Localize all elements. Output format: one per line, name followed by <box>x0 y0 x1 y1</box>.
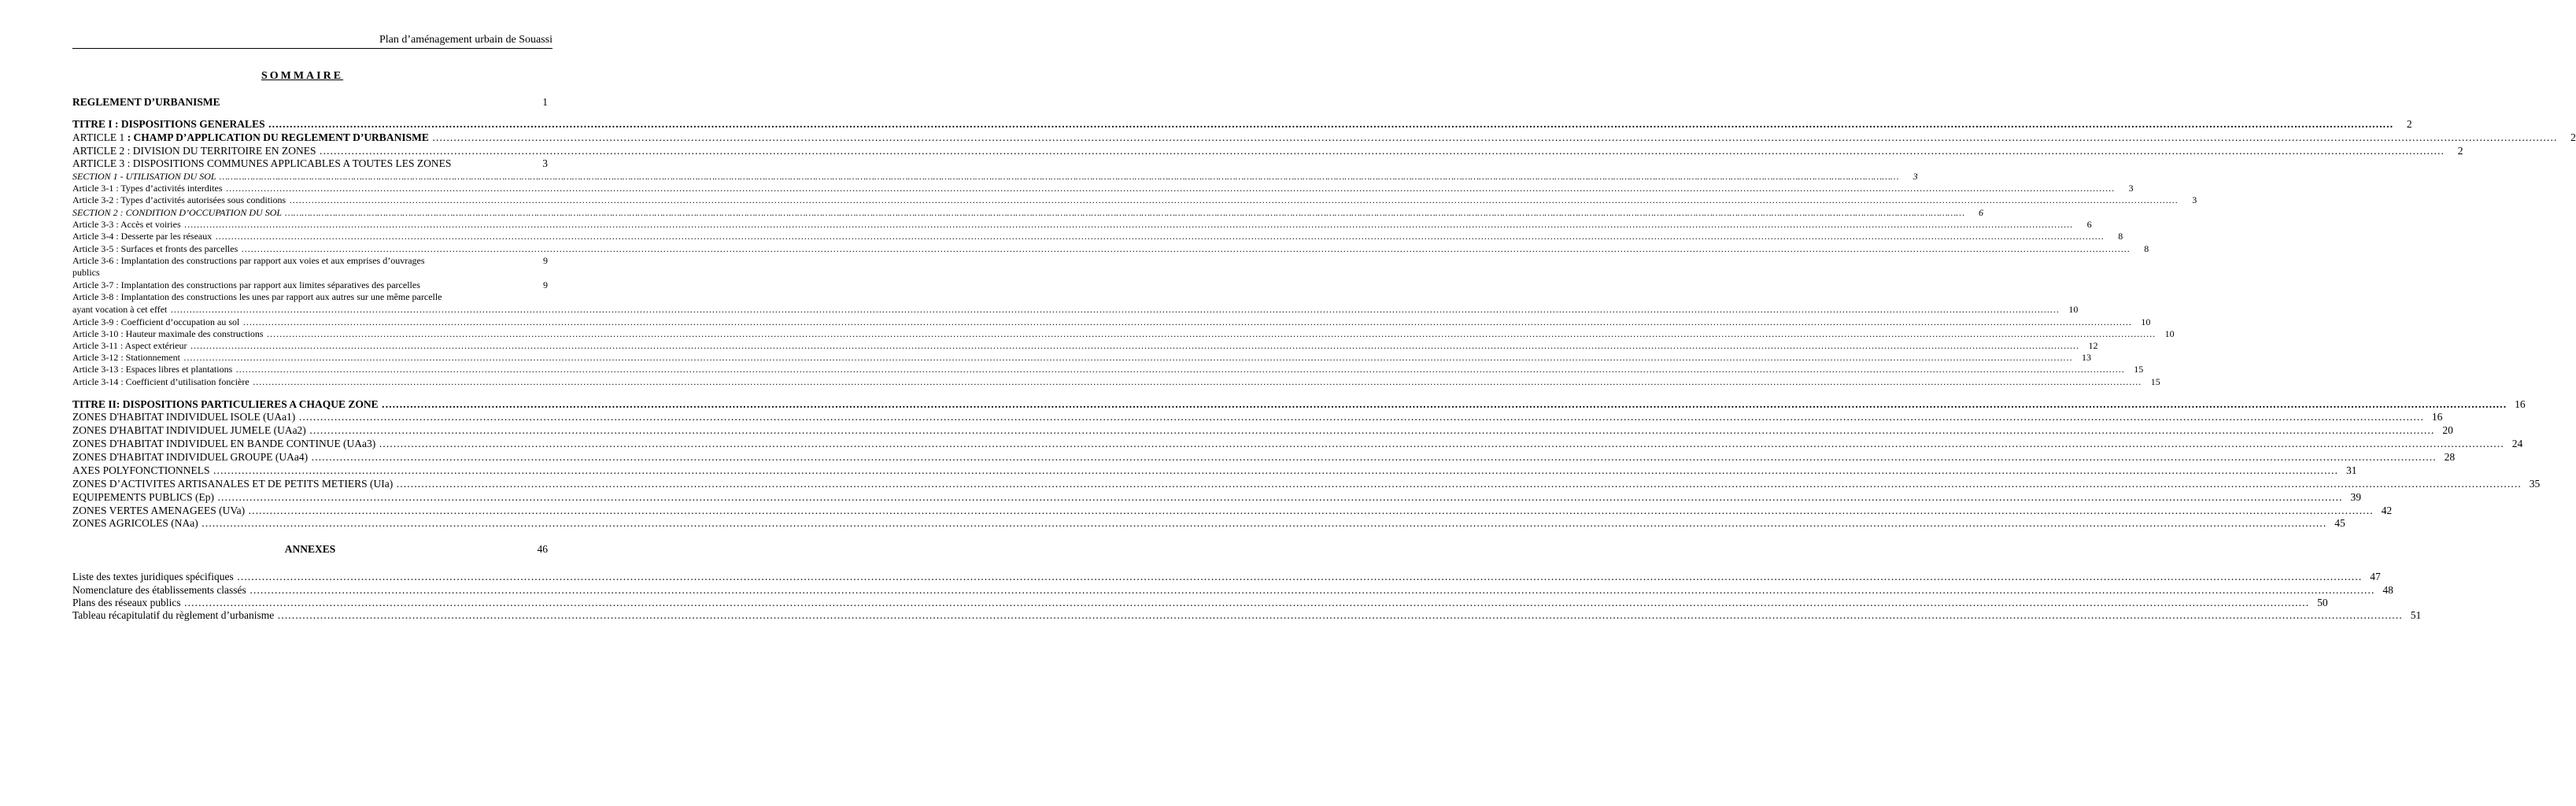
toc-entry <box>72 609 2422 622</box>
page-header: Plan d’aménagement urbain de Souassi <box>72 33 553 49</box>
toc-entry-page-number: 31 <box>2346 464 2357 476</box>
toc-entry <box>72 96 548 109</box>
toc-entry-page-number: 13 <box>2081 352 2091 363</box>
toc-entry-label <box>72 131 429 144</box>
toc-entry-label: ARTICLE 3 : DISPOSITIONS COMMUNES APPLICABLES A TOUTES LES ZONES <box>72 157 452 169</box>
toc-leader-dots: …………………………………………………………………………………………………………………………………………………………………………………………………………………………………………………………………………………………………………………………………………………………………………………………………………………………………………………………………………………………………………………………………………………… <box>298 411 2424 423</box>
toc-entry-label: ZONES D'HABITAT INDIVIDUEL JUMELE (UAa2) <box>72 424 306 436</box>
toc-entry-label: Article 3-7 : Implantation des constructions par rapport aux limites séparatives des parcelles <box>72 279 420 290</box>
toc-entry-label: ARTICLE 2 : DIVISION DU TERRITOIRE EN ZONES <box>72 145 316 157</box>
toc-leader-dots: …………………………………………………………………………………………………………………………………………………………………………………………………………………………………………………………………………………………………………………………………………………………………………………………………………………………………………………………………………………………………………………………………………………… <box>268 118 2393 130</box>
toc-entry-label: ZONES D'HABITAT INDIVIDUEL ISOLE (UAa1) <box>72 411 296 423</box>
toc-leader-dots: …………………………………………………………………………………………………………………………………………………………………………………………………………………………………………………………………………………………………………………………………………………………………………………………………………………………………………………………………………………………………………………………………………………… <box>236 571 2362 582</box>
toc-entry-page-number: 35 <box>2529 478 2541 490</box>
toc-entry-label: ZONES D'HABITAT INDIVIDUEL EN BANDE CONTINUE (UAa3) <box>72 438 376 449</box>
toc-entry-page-number: 42 <box>2381 505 2393 516</box>
toc-entry <box>72 464 2357 477</box>
toc-entry-label: Article 3-11 : Aspect extérieur <box>72 340 187 351</box>
toc-leader-dots: …………………………………………………………………………………………………………………………………………………………………………………………………………………………………………………………………………………………………………………………………………………………………………………………………………………………………………………………………………………………………………………………………………………… <box>249 584 2375 596</box>
toc-leader-dots: …………………………………………………………………………………………………………………………………………………………………………………………………………………………………………………………………………………………………………………………………………………………………………………………………………………………………………………………………………………………………………………………………………………… <box>285 207 1965 218</box>
toc-entry-label: ANNEXES <box>284 543 336 555</box>
toc-leader-dots: …………………………………………………………………………………………………………………………………………………………………………………………………………………………………………………………………………………………………………………………………………………………………………………………………………………………………………………………………………………………………………………………………………………… <box>311 451 2437 463</box>
toc-entry-page-number: 2 <box>2457 145 2463 157</box>
toc-leader-dots: …………………………………………………………………………………………………………………………………………………………………………………………………………………………………………………………………………………………………………………………………………………………………………………………………………………………………………………………………………………………………………………………………………………… <box>431 131 2557 143</box>
toc-leader-dots: …………………………………………………………………………………………………………………………………………………………………………………………………………………………………………………………………………………………………………………………………………………………………………………………………………………………………………………………………………………………………………………………………………………… <box>248 505 2374 516</box>
toc-entry-page-number: 20 <box>2442 424 2453 436</box>
toc-entry-label: TITRE II: DISPOSITIONS PARTICULIERES A CHAQUE ZONE <box>72 398 379 410</box>
toc-entry <box>72 304 2079 316</box>
toc-leader-dots: …………………………………………………………………………………………………………………………………………………………………………………………………………………………………………………………………………………………………………………………………………………………………………………………………………………………………………………………………………………………………………………………………………………… <box>219 171 1899 182</box>
toc-entry-label: Article 3-8 : Implantation des constructions les unes par rapport aux autres sur une même parcelle <box>72 291 442 302</box>
toc-entry <box>72 543 548 556</box>
toc-entry-page-number: 50 <box>2317 597 2328 608</box>
toc-entry <box>72 411 2443 423</box>
toc-entry-label: ayant vocation à cet effet <box>72 304 168 315</box>
toc-entry-label-prefix: ARTICLE 1 <box>72 131 128 143</box>
toc-entry-page-number: 6 <box>2086 219 2092 230</box>
toc-entry <box>72 438 2523 450</box>
toc-entry-label: SECTION 1 - UTILISATION DU SOL <box>72 171 216 182</box>
toc-entry-label: Tableau récapitulatif du règlement d’urbanisme <box>72 609 275 621</box>
toc-entry-page-number: 51 <box>2410 609 2422 621</box>
toc-entry <box>72 491 2362 504</box>
toc-entry <box>72 340 2098 352</box>
toc-entry-label: ZONES AGRICOLES (NAa) <box>72 517 198 529</box>
toc-entry-label: ZONES VERTES AMENAGEES (UVa) <box>72 505 246 516</box>
toc-entry-label: Article 3-1 : Types d’activités interdites <box>72 183 223 194</box>
toc-entry-label: EQUIPEMENTS PUBLICS (Ep) <box>72 491 215 503</box>
page-title <box>0 70 604 83</box>
toc-leader-dots: …………………………………………………………………………………………………………………………………………………………………………………………………………………………………………………………………………………………………………………………………………………………………………………………………………………………………………………………………………………………………………………………………………………… <box>266 328 2156 339</box>
toc-entry <box>72 255 548 267</box>
toc-leader-dots: …………………………………………………………………………………………………………………………………………………………………………………………………………………………………………………………………………………………………………………………………………………………………………………………………………………………………………………………………………………………………………………………………………………… <box>277 609 2403 621</box>
toc-entry <box>72 219 2092 231</box>
toc-entry-page-number: 48 <box>2382 584 2393 596</box>
toc-entry-label: Liste des textes juridiques spécifiques <box>72 571 234 582</box>
toc-entry <box>72 157 548 170</box>
toc-leader-dots: …………………………………………………………………………………………………………………………………………………………………………………………………………………………………………………………………………………………………………………………………………………………………………………………………………………………………………………………………………………………………………………………………………………… <box>241 243 2131 254</box>
toc-leader-dots: …………………………………………………………………………………………………………………………………………………………………………………………………………………………………………………………………………………………………………………………………………………………………………………………………………………………………………………………………………………………………………………………………………………… <box>215 231 2105 242</box>
toc-entry-label: publics <box>72 267 100 278</box>
toc-leader-dots: …………………………………………………………………………………………………………………………………………………………………………………………………………………………………………………………………………………………………………………………………………………………………………………………………………………………………………………………………………………………………………………………………………………… <box>396 478 2522 490</box>
toc-entry <box>72 171 1918 183</box>
toc-entry-page-number: 8 <box>2144 243 2149 254</box>
toc-entry-label: TITRE I : DISPOSITIONS GENERALES <box>72 118 265 130</box>
toc-entry <box>72 145 2463 157</box>
toc-entry-label: Article 3-5 : Surfaces et fronts des parcelles <box>72 243 238 254</box>
toc-entry-page-number: 10 <box>2068 304 2079 315</box>
toc-entry-page-number: 3 <box>1913 171 1918 182</box>
toc-leader-dots: …………………………………………………………………………………………………………………………………………………………………………………………………………………………………………………………………………………………………………………………………………………………………………………………………………………………………………………………………………………………………………………………………………………… <box>309 424 2434 436</box>
toc-entry-label: Article 3-6 : Implantation des constructions par rapport aux voies et aux emprises d’ouvrages <box>72 255 425 266</box>
toc-entry-page-number: 28 <box>2444 451 2456 463</box>
toc-entry <box>72 316 2151 328</box>
toc-entry-page-number: 12 <box>2088 340 2098 351</box>
toc-entry <box>72 364 2144 375</box>
page-title-text: SOMMAIRE <box>261 70 344 82</box>
toc-entry-label: Nomenclature des établissements classés <box>72 584 246 596</box>
toc-leader-dots: …………………………………………………………………………………………………………………………………………………………………………………………………………………………………………………………………………………………………………………………………………………………………………………………………………………………………………………………………………………………………………………………………………………… <box>289 194 2179 205</box>
toc-entry <box>72 131 2576 144</box>
toc-entry <box>72 291 548 303</box>
toc-leader-dots: …………………………………………………………………………………………………………………………………………………………………………………………………………………………………………………………………………………………………………………………………………………………………………………………………………………………………………………………………………………………………………………………………………………… <box>170 304 2060 315</box>
toc-entry-page-number: 2 <box>2406 118 2412 130</box>
toc-entry <box>72 207 1984 219</box>
toc-entry-page-number: 16 <box>2431 411 2443 423</box>
toc-leader-dots: …………………………………………………………………………………………………………………………………………………………………………………………………………………………………………………………………………………………………………………………………………………………………………………………………………………………………………………………………………………………………………………………………………………… <box>242 316 2132 327</box>
toc-entry-label: Article 3-13 : Espaces libres et plantations <box>72 364 233 375</box>
toc-entry-page-number: 2 <box>2570 131 2576 143</box>
toc-leader-dots: …………………………………………………………………………………………………………………………………………………………………………………………………………………………………………………………………………………………………………………………………………………………………………………………………………………………………………………………………………………………………………………………………………………… <box>252 376 2142 387</box>
toc-leader-dots: …………………………………………………………………………………………………………………………………………………………………………………………………………………………………………………………………………………………………………………………………………………………………………………………………………………………………………………………………………………………………………………………………………………… <box>235 364 2125 375</box>
toc-leader-dots: …………………………………………………………………………………………………………………………………………………………………………………………………………………………………………………………………………………………………………………………………………………………………………………………………………………………………………………………………………………………………………………………………………………… <box>225 183 2115 194</box>
toc-entry <box>72 376 2160 388</box>
toc-entry-page-number: 15 <box>2150 376 2160 387</box>
toc-entry <box>72 194 2197 206</box>
toc-entry-label-main: : CHAMP D’APPLICATION DU REGLEMENT D’URBANISME <box>127 131 429 143</box>
toc-entry <box>72 597 2328 609</box>
toc-entry-label: ZONES D'HABITAT INDIVIDUEL GROUPE (UAa4) <box>72 451 309 463</box>
toc-entry-label: Article 3-12 : Stationnement <box>72 352 180 363</box>
toc-entry-page-number: 10 <box>2164 328 2175 339</box>
toc-entry-label: Article 3-9 : Coefficient d’occupation au sol <box>72 316 240 327</box>
toc-entry-label: Article 3-2 : Types d’activités autorisées sous conditions <box>72 194 286 205</box>
toc-entry <box>72 451 2456 464</box>
toc-leader-dots: …………………………………………………………………………………………………………………………………………………………………………………………………………………………………………………………………………………………………………………………………………………………………………………………………………………………………………………………………………………………………………………………………………………… <box>183 597 2309 608</box>
toc-leader-dots: …………………………………………………………………………………………………………………………………………………………………………………………………………………………………………………………………………………………………………………………………………………………………………………………………………………………………………………………………………………………………………………………………………………… <box>190 340 2079 351</box>
toc-entry-label: Article 3-4 : Desserte par les réseaux <box>72 231 213 242</box>
toc-entry <box>72 398 2526 411</box>
toc-leader-dots: …………………………………………………………………………………………………………………………………………………………………………………………………………………………………………………………………………………………………………………………………………………………………………………………………………………………………………………………………………………………………………………………………………………… <box>217 491 2343 503</box>
toc-entry <box>72 118 2412 131</box>
toc-entry-page-number: 47 <box>2370 571 2381 582</box>
toc-entry-page-number: 15 <box>2134 364 2144 375</box>
toc-entry <box>72 183 2134 194</box>
toc-entry <box>72 267 548 279</box>
toc-leader-dots: …………………………………………………………………………………………………………………………………………………………………………………………………………………………………………………………………………………………………………………………………………………………………………………………………………………………………………………………………………………………………………………………………………………… <box>183 352 2072 363</box>
toc-entry-label: AXES POLYFONCTIONNELS <box>72 464 210 476</box>
toc-entry-page-number: 3 <box>2128 183 2134 194</box>
toc-leader-dots: …………………………………………………………………………………………………………………………………………………………………………………………………………………………………………………………………………………………………………………………………………………………………………………………………………………………………………………………………………………………………………………………………………………… <box>319 145 2445 157</box>
toc-entry-label: ZONES D’ACTIVITES ARTISANALES ET DE PETITS METIERS (UIa) <box>72 478 394 490</box>
toc-entry <box>72 584 2393 597</box>
toc-entry-page-number: 45 <box>2334 517 2345 529</box>
toc-entry <box>72 231 2123 242</box>
toc-entry-label: SECTION 2 : CONDITION D’OCCUPATION DU SOL <box>72 207 283 218</box>
toc-entry <box>72 352 2091 364</box>
toc-entry-page-number: 9 <box>543 255 548 266</box>
toc-entry <box>72 243 2149 255</box>
toc-entry <box>72 279 548 291</box>
toc-entry <box>72 424 2453 437</box>
toc-entry-page-number: 6 <box>1979 207 1984 218</box>
toc-entry <box>72 571 2381 583</box>
toc-entry-page-number: 1 <box>542 96 548 108</box>
toc-entry <box>72 478 2541 490</box>
toc-leader-dots: …………………………………………………………………………………………………………………………………………………………………………………………………………………………………………………………………………………………………………………………………………………………………………………………………………………………………………………………………………………………………………………………………………………… <box>381 398 2507 410</box>
toc-entry-page-number: 16 <box>2515 398 2526 410</box>
toc-entry-page-number: 24 <box>2511 438 2523 449</box>
toc-entry-page-number: 9 <box>543 279 548 290</box>
toc-entry-label: REGLEMENT D’URBANISME <box>72 96 220 108</box>
toc-entry <box>72 517 2345 530</box>
toc-entry-label: Plans des réseaux publics <box>72 597 181 608</box>
toc-leader-dots: …………………………………………………………………………………………………………………………………………………………………………………………………………………………………………………………………………………………………………………………………………………………………………………………………………………………………………………………………………………………………………………………………………………… <box>183 219 2073 230</box>
toc-entry <box>72 328 2175 340</box>
toc-leader-dots: …………………………………………………………………………………………………………………………………………………………………………………………………………………………………………………………………………………………………………………………………………………………………………………………………………………………………………………………………………………………………………………………………………………… <box>201 517 2327 529</box>
toc-entry-page-number: 3 <box>542 157 548 169</box>
toc-entry-page-number: 10 <box>2141 316 2151 327</box>
toc-entry-page-number: 46 <box>537 543 549 555</box>
toc-entry-page-number: 3 <box>2192 194 2197 205</box>
toc-entry <box>72 505 2393 517</box>
toc-entry-page-number: 8 <box>2118 231 2123 242</box>
toc-leader-dots: …………………………………………………………………………………………………………………………………………………………………………………………………………………………………………………………………………………………………………………………………………………………………………………………………………………………………………………………………………………………………………………………………………………… <box>379 438 2504 449</box>
toc-leader-dots: …………………………………………………………………………………………………………………………………………………………………………………………………………………………………………………………………………………………………………………………………………………………………………………………………………………………………………………………………………………………………………………………………………………… <box>213 464 2338 476</box>
toc-entry-page-number: 39 <box>2350 491 2362 503</box>
toc-entry-label: Article 3-3 : Accès et voiries <box>72 219 181 230</box>
toc-entry-label: Article 3-14 : Coefficient d’utilisation foncière <box>72 376 249 387</box>
toc-entry-label: Article 3-10 : Hauteur maximale des constructions <box>72 328 264 339</box>
